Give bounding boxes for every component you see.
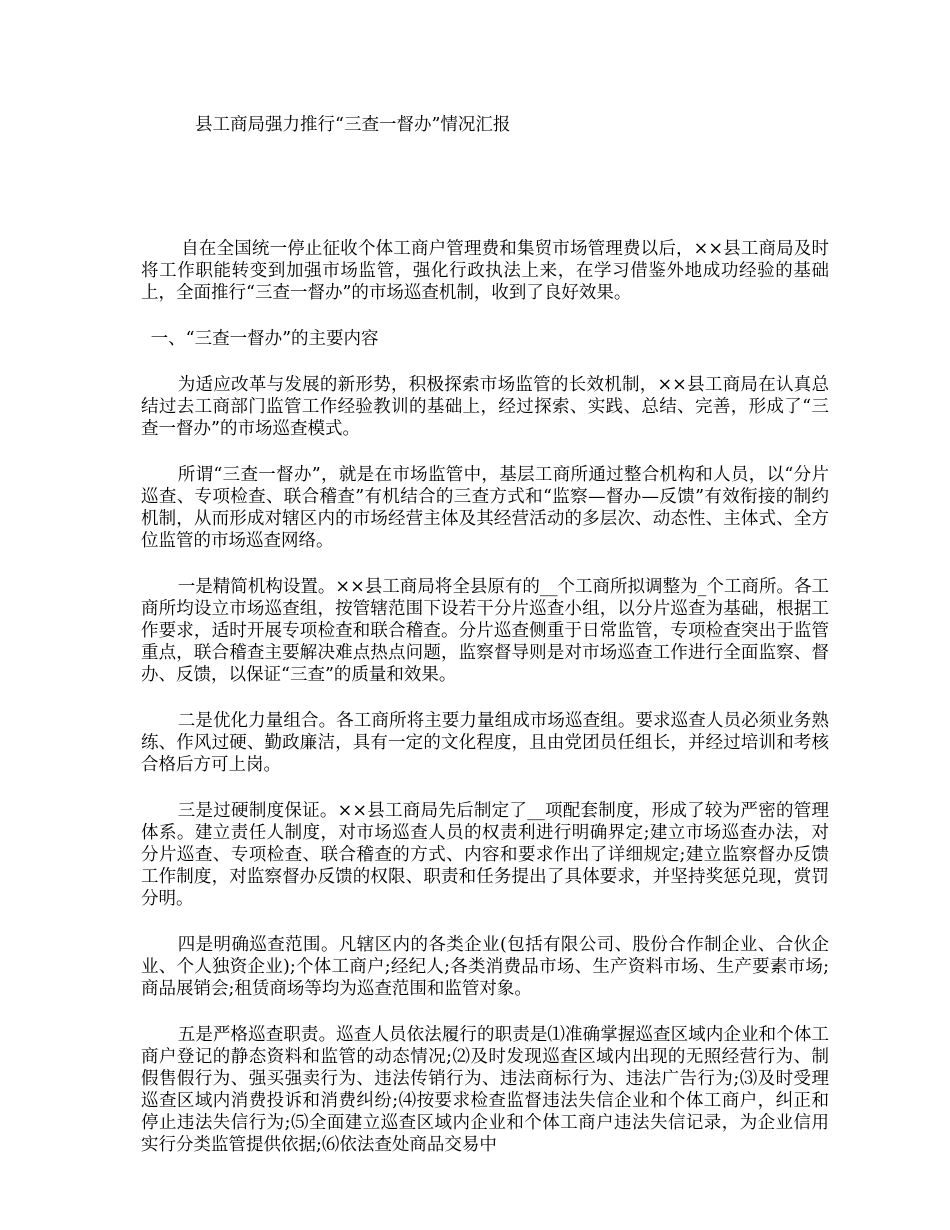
paragraph-inspection-duties: 五是严格巡查职责。巡查人员依法履行的职责是⑴准确掌握巡查区域内企业和个体工商户登记的静态资料和监管的动态情况;⑵及时发现巡查区域内出现的无照经营行为、制假售假行为、强买强卖行为、违法传销行为、违法商标行为、违法广告行为;⑶及时受理巡查区域内消费投诉和消费纠纷;⑷按要求检查监督违法失信企业和个体工商户，纠正和停止违法失信行为;⑸全面建立巡查区域内企业和个体工商户违法失信记录，为企业信用实行分类监管提供依据;⑹依法查处商品交易中	[141, 1025, 829, 1155]
paragraph-background: 为适应改革与发展的新形势，积极探索市场监管的长效机制，××县工商局在认真总结过去工商部门监管工作经验教训的基础上，经过探索、实践、总结、完善，形成了“三查一督办”的市场巡查模式。	[141, 375, 829, 439]
document-body	[141, 238, 829, 1180]
paragraph-definition: 所谓“三查一督办”，就是在市场监管中，基层工商所通过整合机构和人员，以“分片巡查、专项检查、联合稽查”有机结合的三查方式和“监察—督办—反馈”有效衔接的制约机制，从而形成对辖区内的市场经营主体及其经营活动的多层次、动态性、主体式、全方位监管的市场巡查网络。	[141, 465, 829, 551]
paragraph-system-guarantee: 三是过硬制度保证。××县工商局先后制定了__项配套制度，形成了较为严密的管理体系。建立责任人制度，对市场巡查人员的权责利进行明确界定;建立市场巡查办法，对分片巡查、专项检查、联合稽查的方式、内容和要求作出了详细规定;建立监察督办反馈工作制度，对监察督办反馈的权限、职责和任务提出了具体要求，并坚持奖惩兑现，赏罚分明。	[141, 801, 829, 909]
paragraph-inspection-scope: 四是明确巡查范围。凡辖区内的各类企业(包括有限公司、股份合作制企业、合伙企业、个人独资企业);个体工商户;经纪人;各类消费品市场、生产资料市场、生产要素市场;商品展销会;租赁商场等均为巡查范围和监管对象。	[141, 935, 829, 999]
document-title: 县工商局强力推行“三查一督办”情况汇报	[195, 115, 511, 135]
intro-paragraph: 自在全国统一停止征收个体工商户管理费和集贸市场管理费以后，××县工商局及时将工作职能转变到加强市场监管，强化行政执法上来，在学习借鉴外地成功经验的基础上，全面推行“三查一督办”的市场巡查机制，收到了良好效果。	[141, 239, 829, 303]
paragraph-streamline-institutions: 一是精简机构设置。××县工商局将全县原有的__个工商所拟调整为_个工商所。各工商所均设立市场巡查组，按管辖范围下设若干分片巡查小组，以分片巡查为基础，根据工作要求，适时开展专项检查和联合稽查。分片巡查侧重于日常监管，专项检查突出于监管重点，联合稽查主要解决难点热点问题，监察督导则是对市场巡查工作进行全面监察、督办、反馈，以保证“三查”的质量和效果。	[141, 577, 829, 685]
section-heading-main-content: 一、“三查一督办”的主要内容	[150, 329, 379, 349]
paragraph-optimize-forces: 二是优化力量组合。各工商所将主要力量组成市场巡查组。要求巡查人员必须业务熟练、作风过硬、勤政廉洁，具有一定的文化程度，且由党团员任组长，并经过培训和考核合格后方可上岗。	[141, 711, 829, 775]
